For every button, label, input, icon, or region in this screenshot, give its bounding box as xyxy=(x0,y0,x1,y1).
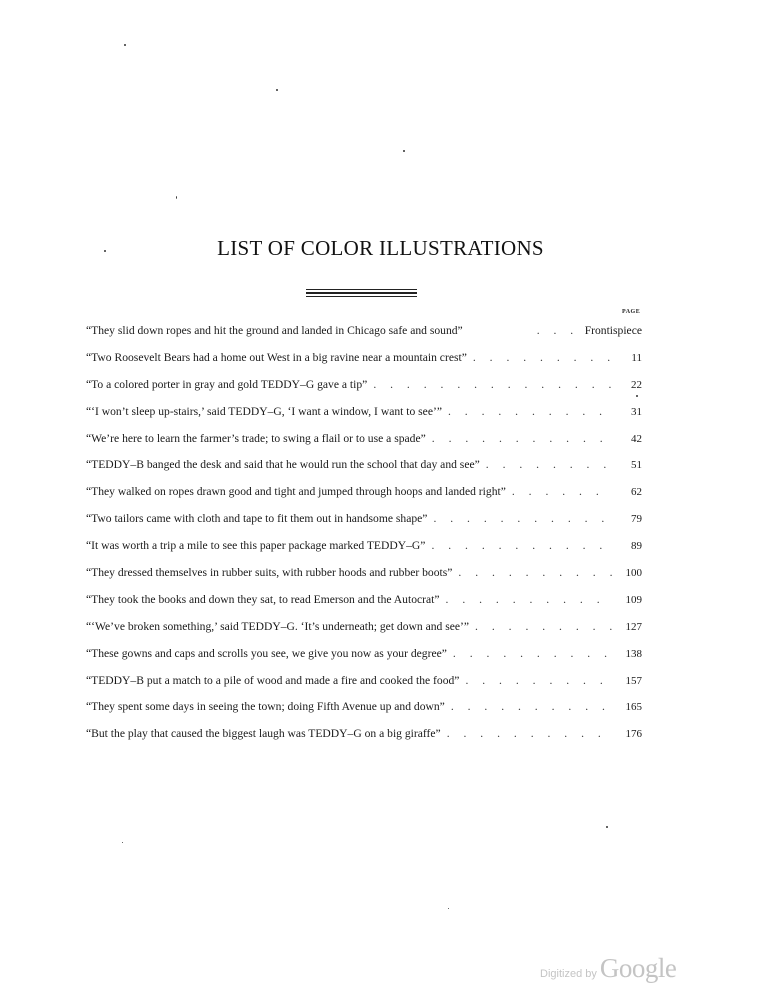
dot-leader xyxy=(440,587,612,614)
illustration-caption: “‘We’ve broken something,’ said TEDDY–G. ‘It’s underneath; get down and see’” xyxy=(86,619,470,633)
illustration-page-number: 165 xyxy=(625,701,642,714)
dot-leader xyxy=(506,479,612,506)
illustration-entry xyxy=(86,426,642,453)
illustration-page-number: 138 xyxy=(625,647,642,660)
illustration-caption: “They dressed themselves in rubber suits, with rubber hoods and rubber boots” xyxy=(86,566,453,580)
illustration-caption: “But the play that caused the biggest laugh was TEDDY–G on a big giraffe” xyxy=(86,727,441,741)
illustration-caption: “TEDDY–B put a match to a pile of wood and made a fire and cooked the food” xyxy=(86,673,460,687)
dot-leader xyxy=(442,399,612,426)
rule-line xyxy=(306,296,417,297)
dot-leader xyxy=(445,694,612,721)
scan-speck xyxy=(606,826,608,828)
illustration-page-number: 100 xyxy=(625,567,642,580)
illustration-page-number: 42 xyxy=(631,432,642,445)
illustration-page-number: 31 xyxy=(631,405,642,418)
illustration-caption: “Two Roosevelt Bears had a home out West in a big ravine near a mountain crest” xyxy=(86,350,467,364)
dot-leader xyxy=(469,614,612,641)
illustration-entry xyxy=(86,721,642,748)
illustration-page-number: 11 xyxy=(631,351,642,364)
page-title: LIST OF COLOR ILLUSTRATIONS xyxy=(217,236,544,260)
illustration-entry xyxy=(86,614,642,641)
illustration-entry xyxy=(86,479,642,506)
dot-leader xyxy=(480,452,612,479)
scan-speck xyxy=(448,908,449,909)
google-logo: Google xyxy=(599,953,677,983)
digitized-by-watermark xyxy=(540,953,700,983)
illustration-entry xyxy=(86,345,642,372)
page-column-header: PAGE xyxy=(622,309,641,315)
illustration-caption: “They walked on ropes drawn good and tight and jumped through hoops and landed right” xyxy=(86,485,506,499)
watermark-prefix: Digitized by xyxy=(540,968,597,980)
illustration-entry xyxy=(86,399,642,426)
dot-leader xyxy=(425,533,612,560)
illustration-page-number: 176 xyxy=(625,728,642,741)
dot-leader xyxy=(447,641,612,668)
illustration-list xyxy=(86,318,642,748)
illustration-entry xyxy=(86,318,642,345)
illustration-caption: “To a colored porter in gray and gold TEDDY–G gave a tip” xyxy=(86,377,368,391)
dot-leader xyxy=(459,668,612,695)
illustration-entry xyxy=(86,560,642,587)
illustration-page-number: 51 xyxy=(631,459,642,472)
dot-leader xyxy=(427,506,612,533)
illustration-page-number: 22 xyxy=(631,378,642,391)
illustration-page-number: 157 xyxy=(625,674,642,687)
illustration-page-number: 62 xyxy=(631,486,642,499)
dot-leader xyxy=(463,318,579,345)
scan-speck xyxy=(122,842,123,843)
title-ornament-rule xyxy=(306,289,417,298)
illustration-page-number: 127 xyxy=(625,620,642,633)
illustration-caption: “We’re here to learn the farmer’s trade; to swing a flail or to use a spade” xyxy=(86,431,426,445)
illustration-entry xyxy=(86,506,642,533)
rule-line xyxy=(306,289,417,290)
illustration-entry xyxy=(86,641,642,668)
illustration-caption: “It was worth a trip a mile to see this paper package marked TEDDY–G” xyxy=(86,539,426,553)
illustration-entry xyxy=(86,372,642,399)
illustration-page-number: Frontispiece xyxy=(584,324,642,337)
illustration-entry xyxy=(86,668,642,695)
illustration-entry xyxy=(86,587,642,614)
illustration-caption: “They slid down ropes and hit the ground and landed in Chicago safe and sound” xyxy=(86,324,463,337)
illustration-caption: “They spent some days in seeing the town; doing Fifth Avenue up and down” xyxy=(86,700,445,714)
scan-speck xyxy=(403,150,405,152)
illustration-caption: “TEDDY–B banged the desk and said that he would run the school that day and see” xyxy=(86,458,480,472)
illustration-entry xyxy=(86,533,642,560)
dot-leader xyxy=(467,345,612,372)
illustration-caption: “These gowns and caps and scrolls you see, we give you now as your degree” xyxy=(86,646,447,660)
scan-speck xyxy=(176,196,177,199)
dot-leader xyxy=(426,426,612,453)
illustration-page-number: 109 xyxy=(625,593,642,606)
illustration-caption: “They took the books and down they sat, to read Emerson and the Autocrat” xyxy=(86,592,440,606)
rule-line xyxy=(306,292,417,294)
scan-speck xyxy=(124,44,126,46)
illustration-entry xyxy=(86,694,642,721)
scan-speck xyxy=(276,89,278,91)
illustration-page-number: 89 xyxy=(631,540,642,553)
illustration-caption: “‘I won’t sleep up-stairs,’ said TEDDY–G, ‘I want a window, I want to see’” xyxy=(86,404,442,418)
illustration-entry xyxy=(86,452,642,479)
illustration-caption: “Two tailors came with cloth and tape to fit them out in handsome shape” xyxy=(86,512,428,526)
illustration-page-number: 79 xyxy=(631,513,642,526)
dot-leader xyxy=(452,560,612,587)
dot-leader xyxy=(441,721,612,748)
dot-leader xyxy=(367,372,612,399)
